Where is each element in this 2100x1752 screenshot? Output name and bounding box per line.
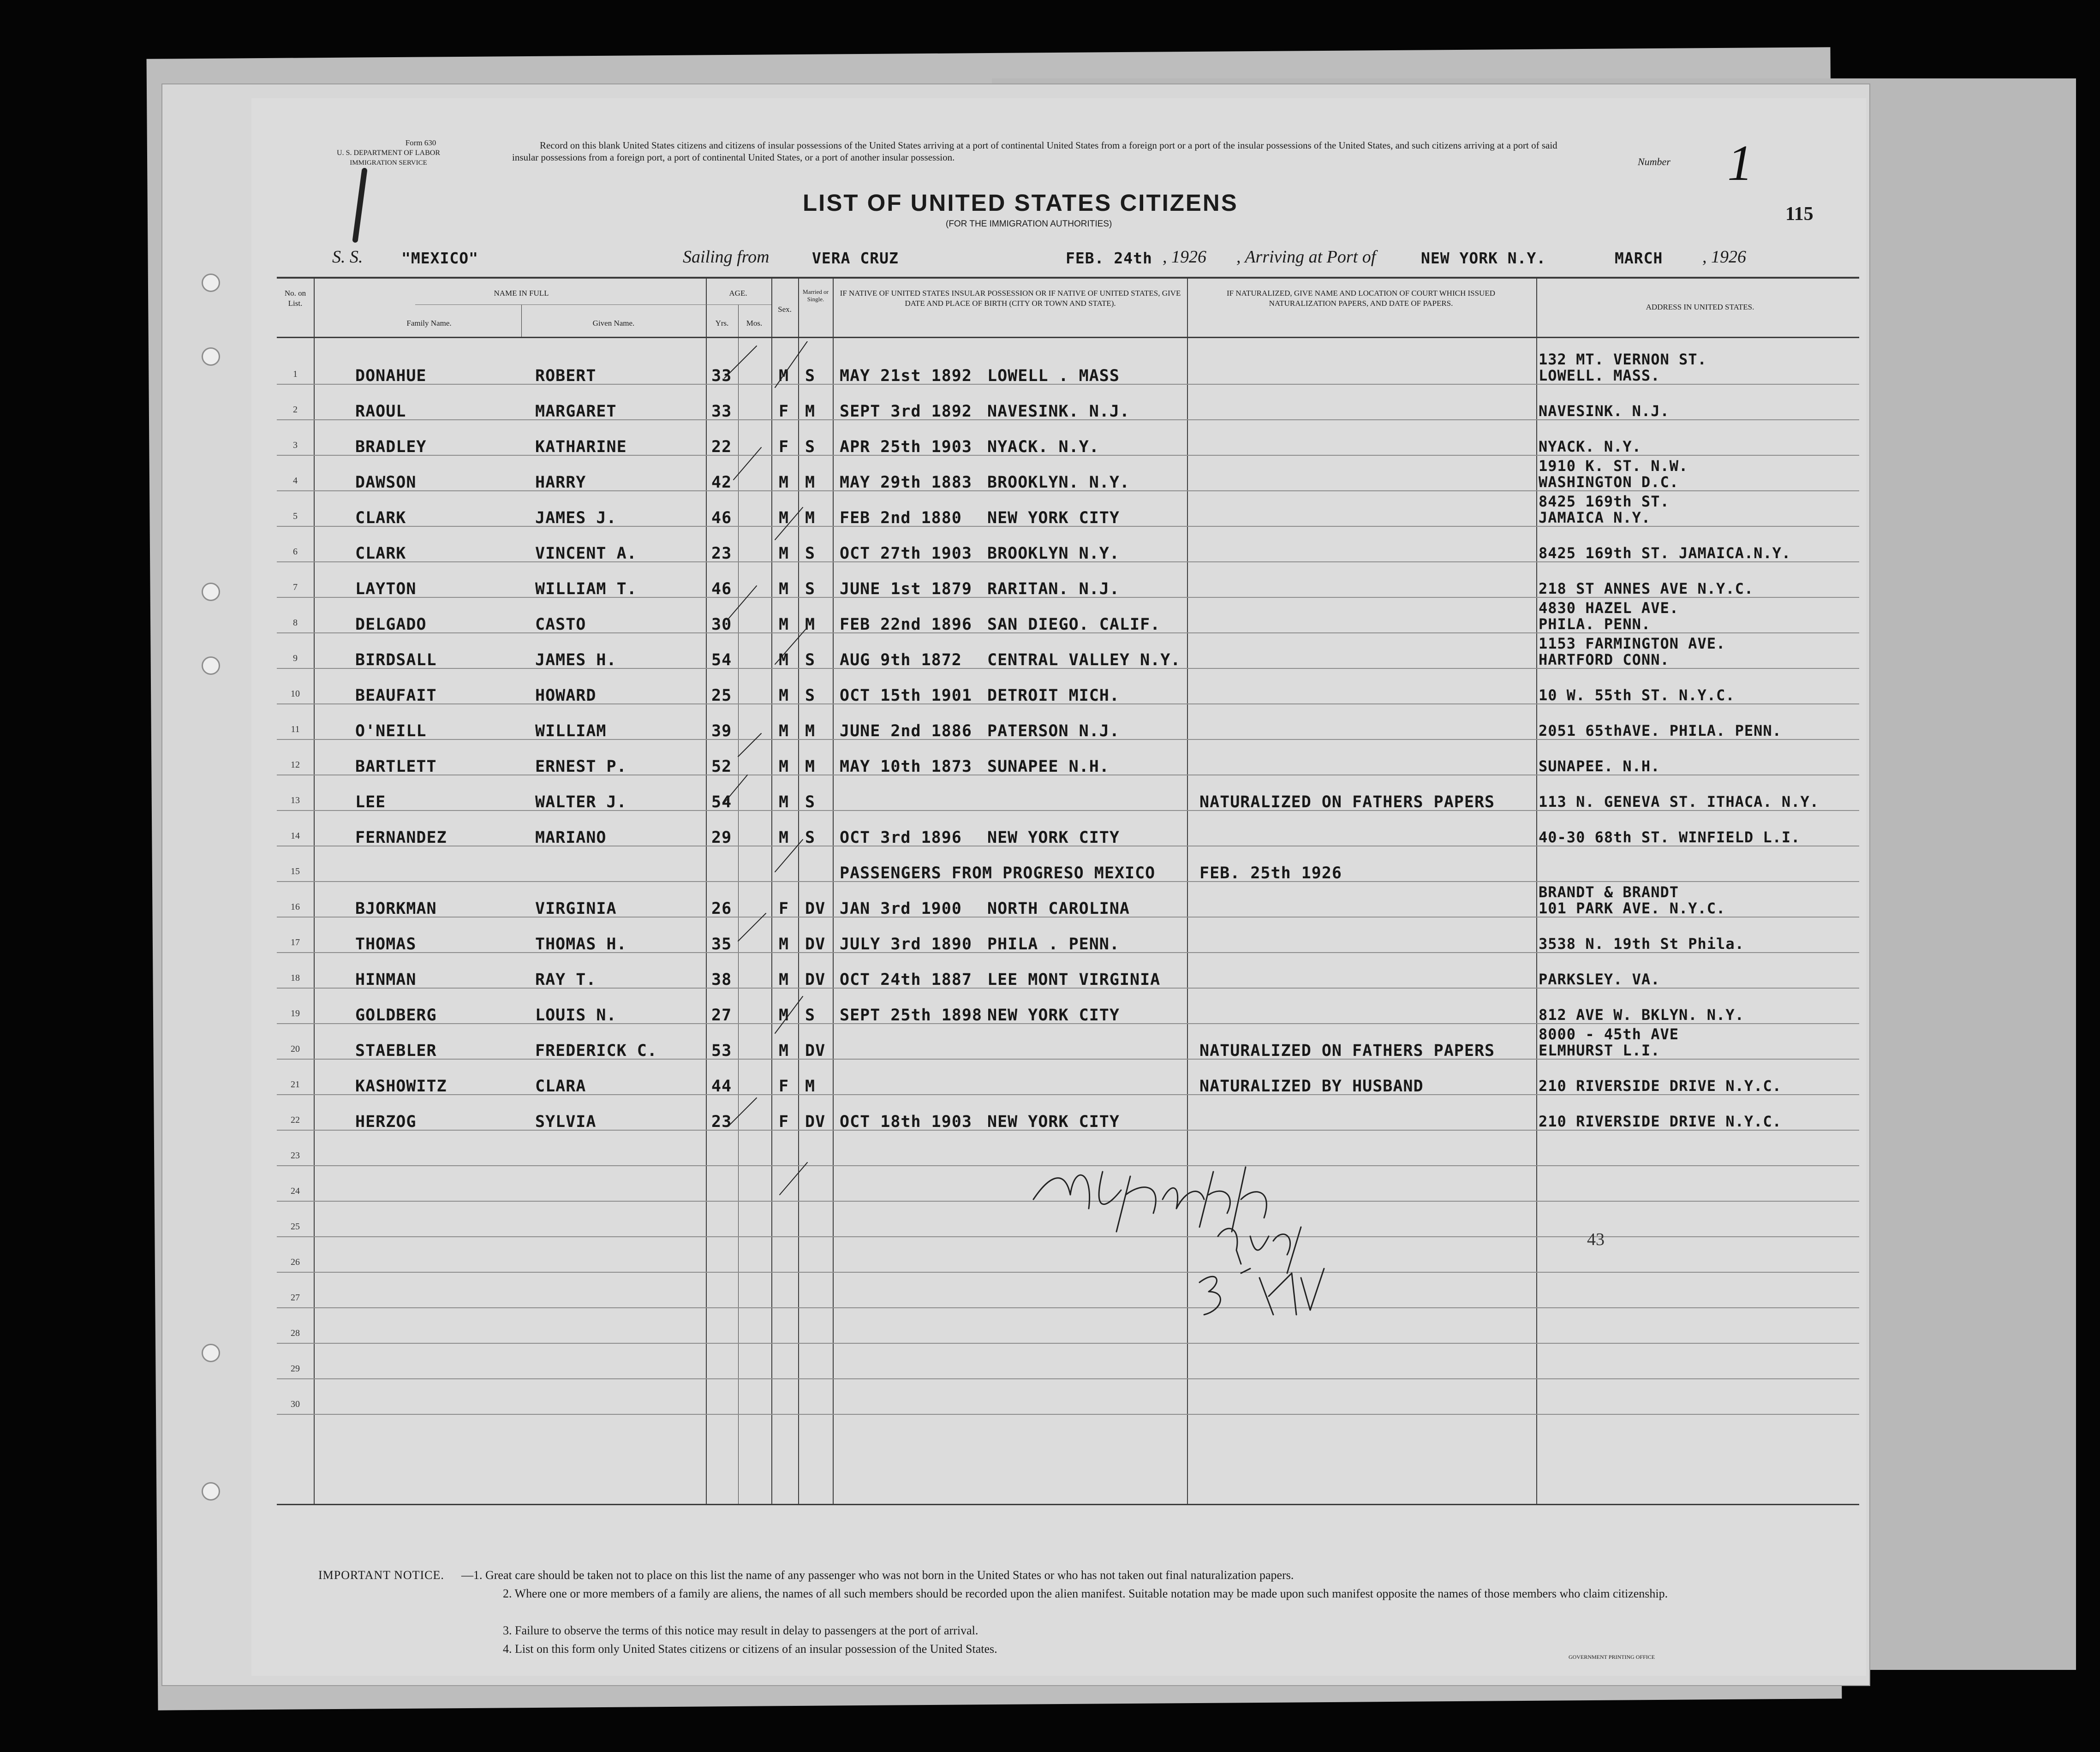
birth-date: PASSENGERS FROM PROGRESO MEXICO <box>840 864 1156 882</box>
col-header-mos: Mos. <box>746 319 763 328</box>
row-number: 27 <box>291 1293 300 1303</box>
marital-status: DV <box>805 1113 826 1131</box>
col-divider <box>521 304 522 337</box>
row-number: 3 <box>293 440 298 450</box>
sex: M <box>779 1042 789 1060</box>
sex: M <box>779 615 789 634</box>
arriving-label: , Arriving at Port of <box>1236 247 1376 267</box>
address-line-1: 1153 FARMINGTON AVE. <box>1539 635 1726 652</box>
number-label: Number <box>1638 156 1670 167</box>
col-divider <box>1536 277 1537 1504</box>
sex: M <box>779 757 789 776</box>
ss-label: S. S. <box>332 247 363 267</box>
naturalization: NATURALIZED BY HUSBAND <box>1199 1077 1424 1096</box>
birth-date: JAN 3rd 1900 <box>840 900 962 918</box>
address-line-1: 132 MT. VERNON ST. <box>1539 351 1707 368</box>
birth-date: OCT 15th 1901 <box>840 686 972 705</box>
row-number: 26 <box>291 1257 300 1267</box>
given-name: ERNEST P. <box>535 757 627 776</box>
age-years: 38 <box>711 971 732 989</box>
page-number: 115 <box>1785 203 1814 225</box>
col-header-married: Married or Single. <box>803 288 829 303</box>
age-years: 25 <box>711 686 732 705</box>
marital-status: S <box>805 544 816 563</box>
given-name: FREDERICK C. <box>535 1042 657 1060</box>
form-instructions: Record on this blank United States citizens and citizens of insular possessions of the United States arriving at a port of continental United States from a foreign port or a port of the insular possessions of the United States, and such citizens arriving at a port of said insular possessions from a foreign port, a port of continental United States, or a port of another insular possession. <box>512 140 1557 163</box>
birth-date: SEPT 25th 1898 <box>840 1006 983 1025</box>
sex: M <box>779 793 789 811</box>
age-years: 23 <box>711 1113 732 1131</box>
family-name: THOMAS <box>355 935 417 953</box>
age-years: 44 <box>711 1077 732 1096</box>
address-line-2: ELMHURST L.I. <box>1539 1042 1660 1059</box>
birth-date: FEB 22nd 1896 <box>840 615 972 634</box>
sex: M <box>779 971 789 989</box>
sex: M <box>779 367 789 385</box>
marital-status: S <box>805 580 816 598</box>
given-name: HOWARD <box>535 686 597 705</box>
punch-hole <box>202 274 220 292</box>
address-line-2: NYACK. N.Y. <box>1539 438 1641 455</box>
birth-date: MAY 10th 1873 <box>840 757 972 776</box>
marital-status: S <box>805 438 816 456</box>
family-name: DONAHUE <box>355 367 427 385</box>
col-header-yrs: Yrs. <box>715 319 729 328</box>
naturalization: NATURALIZED ON FATHERS PAPERS <box>1199 793 1495 811</box>
naturalization: FEB. 25th 1926 <box>1199 864 1342 882</box>
given-name: MARIANO <box>535 828 607 847</box>
given-name: ROBERT <box>535 367 597 385</box>
birth-date: MAY 21st 1892 <box>840 367 972 385</box>
table-header-rule <box>277 337 1859 338</box>
birth-place: DETROIT MICH. <box>987 686 1120 705</box>
marital-status: DV <box>805 971 826 989</box>
naturalization: NATURALIZED ON FATHERS PAPERS <box>1199 1042 1495 1060</box>
sex: M <box>779 686 789 705</box>
sex: F <box>779 438 789 456</box>
departure-port: VERA CRUZ <box>812 249 899 267</box>
sex: M <box>779 828 789 847</box>
birth-place: BROOKLYN. N.Y. <box>987 473 1130 492</box>
address-line-2: 218 ST ANNES AVE N.Y.C. <box>1539 580 1754 597</box>
department-name: U. S. DEPARTMENT OF LABOR <box>337 149 440 157</box>
arrival-month: MARCH <box>1615 249 1663 267</box>
given-name: WILLIAM <box>535 722 607 740</box>
service-name: IMMIGRATION SERVICE <box>350 159 427 167</box>
marital-status: S <box>805 651 816 669</box>
table-bottom-rule <box>277 1504 1859 1505</box>
row-number: 10 <box>291 689 300 699</box>
sex: F <box>779 900 789 918</box>
age-years: 53 <box>711 1042 732 1060</box>
marital-status: M <box>805 1077 816 1096</box>
check-marks-icon <box>720 341 840 1218</box>
address-line-1: 8000 - 45th AVE <box>1539 1025 1679 1043</box>
family-name: RAOUL <box>355 402 406 421</box>
family-name: O'NEILL <box>355 722 427 740</box>
birth-place: NEW YORK CITY <box>987 1006 1120 1025</box>
handwritten-mark-icon <box>337 166 378 244</box>
row-number: 17 <box>291 937 300 948</box>
marital-status: M <box>805 473 816 492</box>
address-line-2: 210 RIVERSIDE DRIVE N.Y.C. <box>1539 1077 1782 1095</box>
address-line-2: 10 W. 55th ST. N.Y.C. <box>1539 686 1735 704</box>
col-divider <box>706 277 707 1504</box>
subheader-rule <box>706 304 771 305</box>
departure-date: FEB. 24th <box>1066 249 1152 267</box>
sex: F <box>779 402 789 421</box>
birth-date: OCT 27th 1903 <box>840 544 972 563</box>
birth-date: JULY 3rd 1890 <box>840 935 972 953</box>
marital-status: M <box>805 722 816 740</box>
family-name: STAEBLER <box>355 1042 437 1060</box>
age-years: 33 <box>711 367 732 385</box>
given-name: CLARA <box>535 1077 586 1096</box>
family-name: KASHOWITZ <box>355 1077 447 1096</box>
birth-place: BROOKLYN N.Y. <box>987 544 1120 563</box>
row-rule <box>277 1378 1859 1379</box>
address-line-2: LOWELL. MASS. <box>1539 367 1660 384</box>
row-number: 7 <box>293 582 298 592</box>
marital-status: M <box>805 509 816 527</box>
given-name: VINCENT A. <box>535 544 637 563</box>
age-years: 27 <box>711 1006 732 1025</box>
row-rule <box>277 1343 1859 1344</box>
sex: M <box>779 935 789 953</box>
row-number: 11 <box>291 724 300 734</box>
address-line-2: HARTFORD CONN. <box>1539 651 1670 668</box>
family-name: BIRDSALL <box>355 651 437 669</box>
printer-line: GOVERNMENT PRINTING OFFICE <box>1569 1654 1655 1660</box>
marital-status: M <box>805 757 816 776</box>
address-line-1: 4830 HAZEL AVE. <box>1539 599 1679 617</box>
form-title: LIST OF UNITED STATES CITIZENS <box>803 190 1238 216</box>
row-number: 19 <box>291 1008 300 1019</box>
arrival-port: NEW YORK N.Y. <box>1421 249 1546 267</box>
col-header-no: No. on List. <box>284 289 306 308</box>
notice-item-3: 3. Failure to observe the terms of this notice may result in delay to passengers at the port of arrival. <box>503 1624 978 1637</box>
sex: M <box>779 1006 789 1025</box>
family-name: HINMAN <box>355 971 417 989</box>
notice-heading: IMPORTANT NOTICE. <box>318 1568 444 1582</box>
birth-place: PATERSON N.J. <box>987 722 1120 740</box>
age-years: 46 <box>711 509 732 527</box>
address-line-2: 2051 65thAVE. PHILA. PENN. <box>1539 722 1782 739</box>
col-header-given: Given Name. <box>592 319 635 328</box>
row-number: 24 <box>291 1186 300 1196</box>
address-line-2: 210 RIVERSIDE DRIVE N.Y.C. <box>1539 1113 1782 1130</box>
birth-place: NEW YORK CITY <box>987 1113 1120 1131</box>
row-number: 21 <box>291 1079 300 1090</box>
birth-place: NEW YORK CITY <box>987 509 1120 527</box>
notice-item-4: 4. List on this form only United States citizens or citizens of an insular possession of the United States. <box>503 1642 997 1656</box>
sex: F <box>779 1113 789 1131</box>
birth-date: JUNE 2nd 1886 <box>840 722 972 740</box>
address-line-1: BRANDT & BRANDT <box>1539 883 1679 901</box>
sailing-label: Sailing from <box>683 247 770 267</box>
col-header-name: NAME IN FULL <box>494 289 549 298</box>
family-name: LAYTON <box>355 580 417 598</box>
marital-status: S <box>805 793 816 811</box>
birth-place: PHILA . PENN. <box>987 935 1120 953</box>
address-line-2: 101 PARK AVE. N.Y.C. <box>1539 900 1726 917</box>
table-top-rule <box>277 277 1859 279</box>
birth-date: FEB 2nd 1880 <box>840 509 962 527</box>
birth-place: NAVESINK. N.J. <box>987 402 1130 421</box>
family-name: CLARK <box>355 544 406 563</box>
notice-item-1: —1. Great care should be taken not to place on this list the name of any passenger who was not born in the United States or who has not taken out final naturalization papers. <box>461 1568 1294 1582</box>
age-years: 52 <box>711 757 732 776</box>
row-rule <box>277 1414 1859 1415</box>
birth-place: NORTH CAROLINA <box>987 900 1130 918</box>
number-value: 1 <box>1723 135 1758 191</box>
family-name: LEE <box>355 793 386 811</box>
given-name: JAMES H. <box>535 651 617 669</box>
address-line-2: 812 AVE W. BKLYN. N.Y. <box>1539 1006 1744 1024</box>
given-name: HARRY <box>535 473 586 492</box>
marital-status: DV <box>805 1042 826 1060</box>
row-number: 16 <box>291 902 300 912</box>
row-number: 20 <box>291 1044 300 1054</box>
form-number: Form 630 <box>405 138 436 147</box>
sex: M <box>779 544 789 563</box>
address-line-1: 8425 169th ST. <box>1539 493 1670 510</box>
age-years: 33 <box>711 402 732 421</box>
col-header-sex: Sex. <box>778 305 792 314</box>
row-number: 9 <box>293 653 298 663</box>
family-name: CLARK <box>355 509 406 527</box>
given-name: THOMAS H. <box>535 935 627 953</box>
given-name: WILLIAM T. <box>535 580 637 598</box>
address-line-2: SUNAPEE. N.H. <box>1539 757 1660 775</box>
row-number: 1 <box>293 369 298 379</box>
address-line-2: PARKSLEY. VA. <box>1539 971 1660 988</box>
ship-name: "MEXICO" <box>401 249 478 267</box>
birth-date: APR 25th 1903 <box>840 438 972 456</box>
birth-place: NEW YORK CITY <box>987 828 1120 847</box>
col-divider <box>314 277 315 1504</box>
age-years: 23 <box>711 544 732 563</box>
punch-hole <box>202 1482 220 1501</box>
age-years: 46 <box>711 580 732 598</box>
punch-hole <box>202 1344 220 1362</box>
age-years: 35 <box>711 935 732 953</box>
row-number: 13 <box>291 795 300 805</box>
age-years: 22 <box>711 438 732 456</box>
address-line-2: 40-30 68th ST. WINFIELD L.I. <box>1539 828 1801 846</box>
given-name: LOUIS N. <box>535 1006 617 1025</box>
family-name: DAWSON <box>355 473 417 492</box>
row-number: 18 <box>291 973 300 983</box>
family-name: DELGADO <box>355 615 427 634</box>
given-name: KATHARINE <box>535 438 627 456</box>
address-line-2: WASHINGTON D.C. <box>1539 473 1679 491</box>
birth-place: LOWELL . MASS <box>987 367 1120 385</box>
row-number: 14 <box>291 831 300 841</box>
family-name: BRADLEY <box>355 438 427 456</box>
birth-date: MAY 29th 1883 <box>840 473 972 492</box>
row-number: 12 <box>291 760 300 770</box>
row-number: 29 <box>291 1364 300 1374</box>
family-name: GOLDBERG <box>355 1006 437 1025</box>
marital-status: S <box>805 1006 816 1025</box>
birth-place: CENTRAL VALLEY N.Y. <box>987 651 1181 669</box>
given-name: RAY T. <box>535 971 597 989</box>
row-number: 5 <box>293 511 298 521</box>
marital-status: DV <box>805 935 826 953</box>
arrival-year: , 1926 <box>1702 247 1746 267</box>
handwritten-count: 43 <box>1587 1230 1605 1249</box>
col-header-address: ADDRESS IN UNITED STATES. <box>1646 303 1754 311</box>
birth-place: SUNAPEE N.H. <box>987 757 1110 776</box>
given-name: CASTO <box>535 615 586 634</box>
given-name: JAMES J. <box>535 509 617 527</box>
family-name: FERNANDEZ <box>355 828 447 847</box>
birth-date: AUG 9th 1872 <box>840 651 962 669</box>
address-line-2: 3538 N. 19th St Phila. <box>1539 935 1744 953</box>
address-line-2: NAVESINK. N.J. <box>1539 402 1670 420</box>
birth-place: NYACK. N.Y. <box>987 438 1099 456</box>
row-number: 6 <box>293 547 298 557</box>
age-years: 39 <box>711 722 732 740</box>
address-line-2: 113 N. GENEVA ST. ITHACA. N.Y. <box>1539 793 1819 810</box>
family-name: HERZOG <box>355 1113 417 1131</box>
row-number: 15 <box>291 866 300 876</box>
address-line-2: 8425 169th ST. JAMAICA.N.Y. <box>1539 544 1791 562</box>
address-line-1: 1910 K. ST. N.W. <box>1539 457 1688 475</box>
age-years: 42 <box>711 473 732 492</box>
col-header-family: Family Name. <box>406 319 452 328</box>
row-number: 30 <box>291 1399 300 1409</box>
birth-place: LEE MONT VIRGINIA <box>987 971 1161 989</box>
row-number: 28 <box>291 1328 300 1338</box>
marital-status: M <box>805 402 816 421</box>
marital-status: S <box>805 686 816 705</box>
form-subtitle: (FOR THE IMMIGRATION AUTHORITIES) <box>946 219 1112 229</box>
age-years: 30 <box>711 615 732 634</box>
punch-hole <box>202 656 220 675</box>
birth-date: OCT 3rd 1896 <box>840 828 962 847</box>
birth-place: RARITAN. N.J. <box>987 580 1120 598</box>
birth-date: OCT 18th 1903 <box>840 1113 972 1131</box>
address-line-2: PHILA. PENN. <box>1539 615 1651 633</box>
family-name: BARTLETT <box>355 757 437 776</box>
sex: M <box>779 509 789 527</box>
age-years: 26 <box>711 900 732 918</box>
sex: M <box>779 580 789 598</box>
given-name: SYLVIA <box>535 1113 597 1131</box>
sex: M <box>779 473 789 492</box>
row-number: 23 <box>291 1150 300 1161</box>
col-header-age: AGE. <box>729 289 747 298</box>
family-name: BEAUFAIT <box>355 686 437 705</box>
marital-status: S <box>805 828 816 847</box>
birth-date: SEPT 3rd 1892 <box>840 402 972 421</box>
row-number: 4 <box>293 476 298 486</box>
birth-place: SAN DIEGO. CALIF. <box>987 615 1161 634</box>
given-name: MARGARET <box>535 402 617 421</box>
inspector-signature-icon <box>1024 1144 1393 1329</box>
subheader-rule <box>415 304 706 305</box>
punch-hole <box>202 347 220 366</box>
notice-item-2: 2. Where one or more members of a family are aliens, the names of all such members should be recorded upon the alien manifest. Suitable notation may be made upon such manifest opposite the names of those members who claim citizenship. <box>503 1587 1668 1600</box>
sex: M <box>779 722 789 740</box>
departure-year: , 1926 <box>1163 247 1206 267</box>
row-number: 8 <box>293 618 298 628</box>
given-name: WALTER J. <box>535 793 627 811</box>
address-line-2: JAMAICA N.Y. <box>1539 509 1651 526</box>
age-years: 29 <box>711 828 732 847</box>
marital-status: DV <box>805 900 826 918</box>
row-number: 25 <box>291 1222 300 1232</box>
age-years: 54 <box>711 651 732 669</box>
birth-date: OCT 24th 1887 <box>840 971 972 989</box>
birth-date: JUNE 1st 1879 <box>840 580 972 598</box>
sex: M <box>779 651 789 669</box>
punch-hole <box>202 583 220 601</box>
sex: F <box>779 1077 789 1096</box>
col-header-naturalized: IF NATURALIZED, GIVE NAME AND LOCATION OF COURT WHICH ISSUED NATURALIZATION PAPERS, AND DATE OF PAPERS. <box>1226 289 1495 308</box>
row-number: 2 <box>293 405 298 415</box>
given-name: VIRGINIA <box>535 900 617 918</box>
family-name: BJORKMAN <box>355 900 437 918</box>
marital-status: M <box>805 615 816 634</box>
row-number: 22 <box>291 1115 300 1125</box>
col-header-birth: IF NATIVE OF UNITED STATES INSULAR POSSESSION OR IF NATIVE OF UNITED STATES, GIVE DATE AND PLACE OF BIRTH (CITY OR TOWN AND STATE). <box>840 289 1181 308</box>
age-years: 54 <box>711 793 732 811</box>
marital-status: S <box>805 367 816 385</box>
